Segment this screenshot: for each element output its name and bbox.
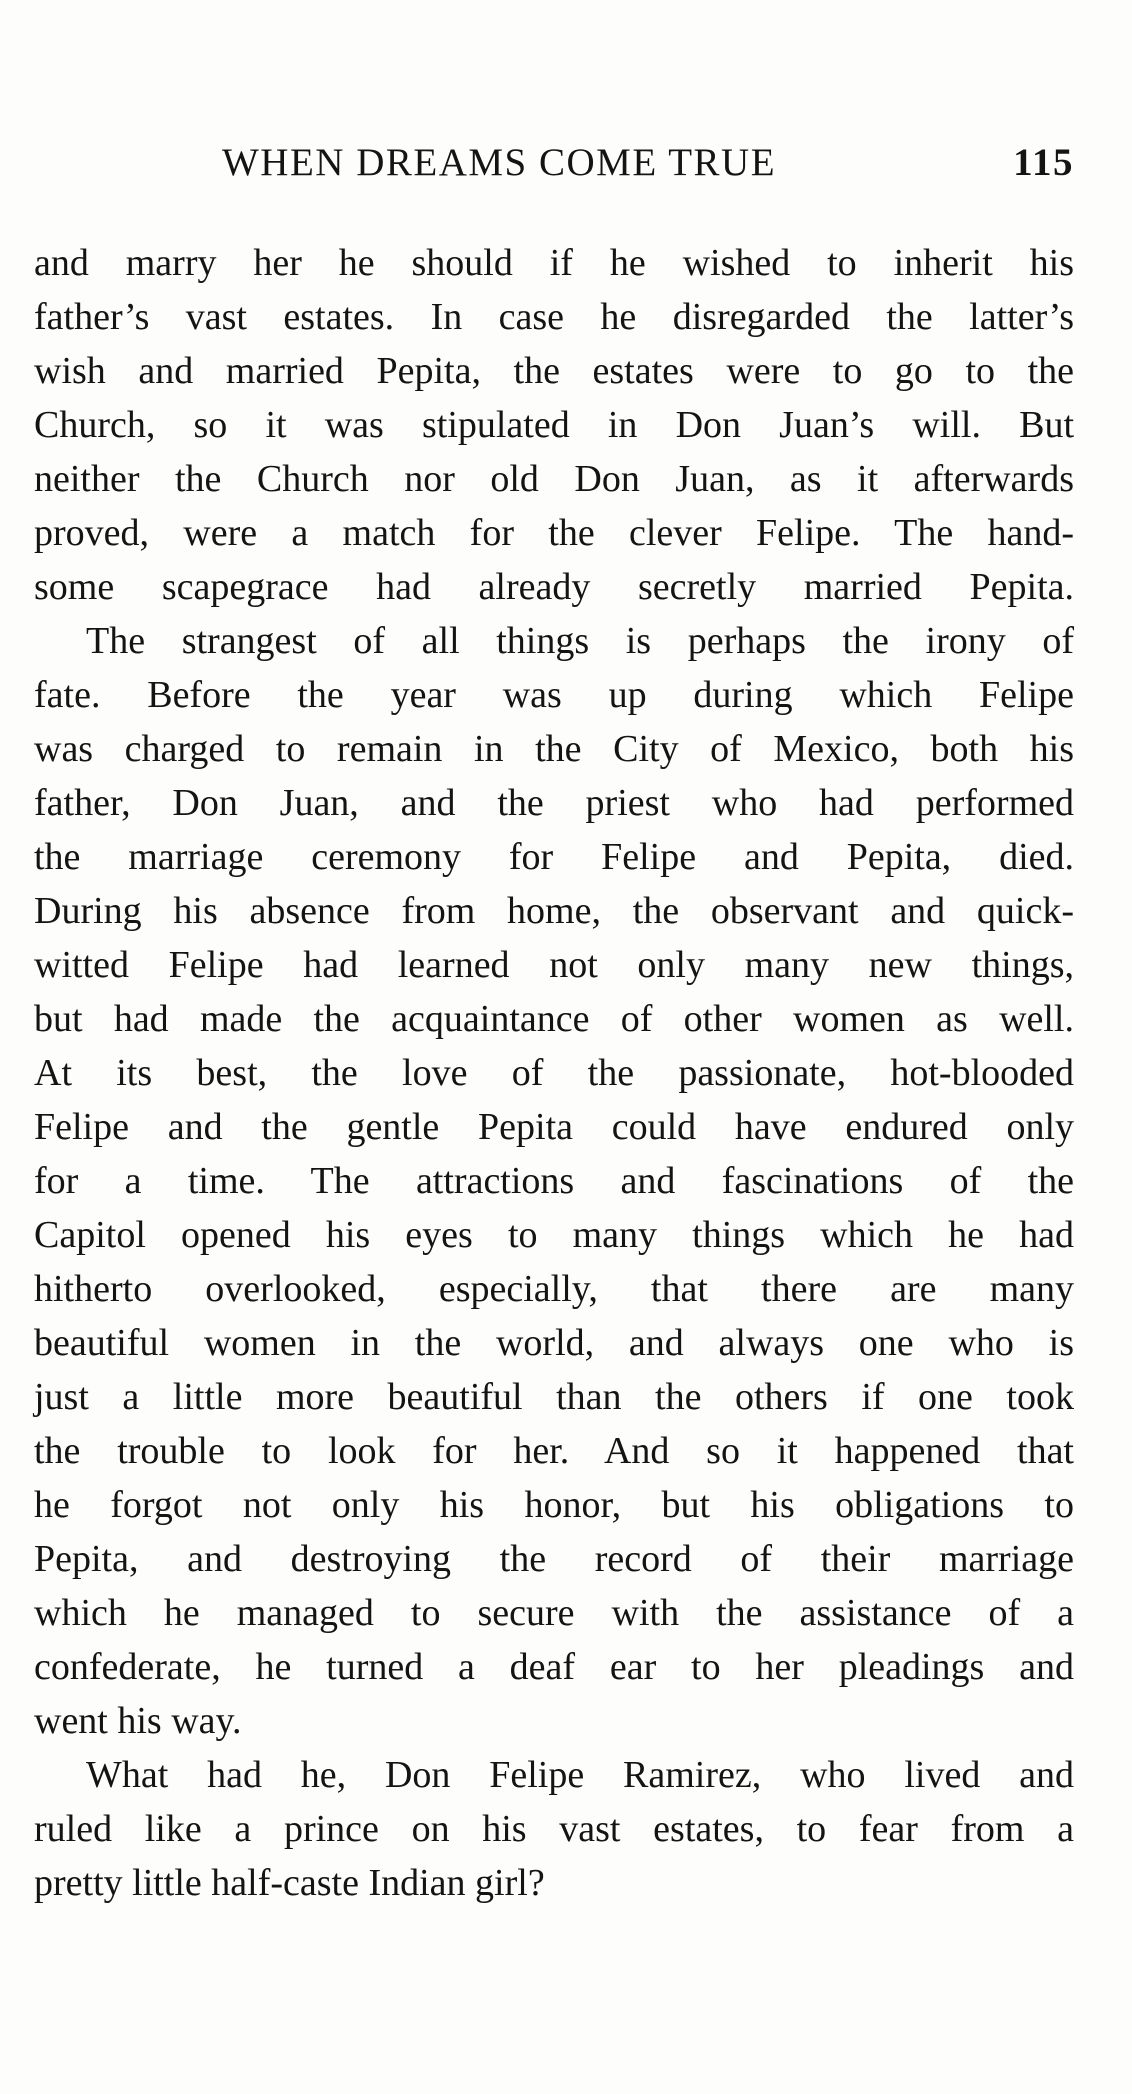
- text-line: witted Felipe had learned not only many new things,: [34, 944, 1074, 986]
- text-line: What had he, Don Felipe Ramirez, who lived and: [86, 1754, 1074, 1796]
- text-line: The strangest of all things is perhaps the irony of: [86, 620, 1074, 662]
- text-line: Capitol opened his eyes to many things which he had: [34, 1214, 1074, 1256]
- paragraph-1: [34, 236, 1074, 614]
- text-line: wish and married Pepita, the estates were to go to the: [34, 350, 1074, 392]
- text-line: but had made the acquaintance of other women as well.: [34, 998, 1074, 1040]
- text-line: Felipe and the gentle Pepita could have endured only: [34, 1106, 1074, 1148]
- text-line: fate. Before the year was up during which Felipe: [34, 674, 1074, 716]
- text-line: and marry her he should if he wished to inherit his: [34, 242, 1074, 284]
- text-line: just a little more beautiful than the others if one took: [34, 1376, 1074, 1418]
- running-title: WHEN DREAMS COME TRUE: [222, 141, 777, 184]
- text-line: beautiful women in the world, and always one who is: [34, 1322, 1074, 1364]
- text-line: confederate, he turned a deaf ear to her pleadings and: [34, 1646, 1074, 1688]
- text-line: some scapegrace had already secretly married Pepita.: [34, 566, 1074, 608]
- paragraph-2: [34, 614, 1074, 1748]
- paragraph-3: [34, 1748, 1074, 1910]
- text-line: hitherto overlooked, especially, that there are many: [34, 1268, 1074, 1310]
- body-text: [34, 236, 1074, 1910]
- text-line: At its best, the love of the passionate, hot-blooded: [34, 1052, 1074, 1094]
- text-line: which he managed to secure with the assistance of a: [34, 1592, 1074, 1634]
- text-line: proved, were a match for the clever Felipe. The hand-: [34, 512, 1074, 554]
- text-line: was charged to remain in the City of Mexico, both his: [34, 728, 1074, 770]
- text-line: father, Don Juan, and the priest who had performed: [34, 782, 1074, 824]
- page-number: 115: [1013, 141, 1074, 184]
- text-line: neither the Church nor old Don Juan, as it afterwards: [34, 458, 1074, 500]
- text-line: he forgot not only his honor, but his obligations to: [34, 1484, 1074, 1526]
- text-line: the trouble to look for her. And so it happened that: [34, 1430, 1074, 1472]
- text-line: ruled like a prince on his vast estates, to fear from a: [34, 1808, 1074, 1850]
- text-line: father’s vast estates. In case he disregarded the latter’s: [34, 296, 1074, 338]
- text-line: went his way.: [34, 1700, 242, 1742]
- text-line: Church, so it was stipulated in Don Juan’s will. But: [34, 404, 1074, 446]
- text-line: the marriage ceremony for Felipe and Pepita, died.: [34, 836, 1074, 878]
- text-line: pretty little half-caste Indian girl?: [34, 1862, 545, 1904]
- text-line: Pepita, and destroying the record of their marriage: [34, 1538, 1074, 1580]
- text-line: During his absence from home, the observant and quick-: [34, 890, 1074, 932]
- running-head: [34, 140, 1074, 190]
- text-line: for a time. The attractions and fascinations of the: [34, 1160, 1074, 1202]
